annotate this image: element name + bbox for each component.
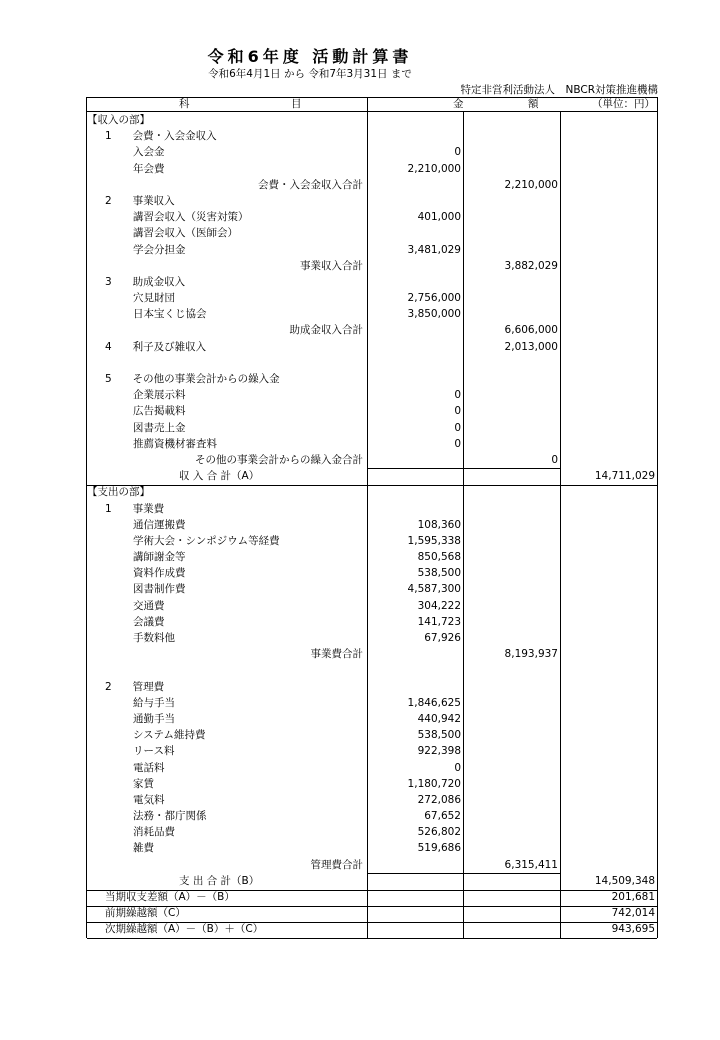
- row-label: 3 助成金収入: [105, 275, 186, 288]
- amount-c3: 943,695: [611, 923, 655, 936]
- row-label: 家賃: [133, 777, 154, 790]
- amount-c1: 3,481,029: [407, 243, 461, 256]
- table-bottom-border: [87, 938, 657, 939]
- table-header: [86, 97, 658, 112]
- table-row: [87, 646, 657, 662]
- row-label: 交通費: [133, 599, 165, 612]
- table-row: [87, 517, 657, 533]
- amount-c1: 922,398: [417, 745, 461, 758]
- table-row: [87, 177, 657, 193]
- amount-c1: 141,723: [417, 615, 461, 628]
- table-row: [87, 274, 657, 290]
- amount-c1: 850,568: [417, 551, 461, 564]
- row-label: 助成金収入合計: [289, 324, 363, 337]
- row-label: システム維持費: [133, 729, 206, 742]
- amount-c1: 0: [454, 761, 461, 774]
- amount-c1: 3,850,000: [407, 308, 461, 321]
- table-row: [87, 322, 657, 338]
- amount-c1: 1,595,338: [407, 534, 461, 547]
- table-row: [87, 452, 657, 468]
- table-row: [87, 889, 657, 905]
- organization-name: 特定非営利活動法人 NBCR対策推進機構: [460, 84, 658, 96]
- table-row: [87, 824, 657, 840]
- row-label: 給与手当: [133, 696, 175, 709]
- row-label: 通信運搬費: [133, 518, 186, 531]
- table-row: [87, 743, 657, 759]
- table-row: [87, 549, 657, 565]
- table-row: [87, 921, 657, 937]
- amount-c1: 1,846,625: [407, 696, 461, 709]
- amount-c1: 401,000: [417, 211, 461, 224]
- table-row: [87, 290, 657, 306]
- table-body: [86, 112, 658, 938]
- table-row: [87, 598, 657, 614]
- amount-c1: 304,222: [417, 599, 461, 612]
- header-subject-b: 目: [291, 98, 302, 110]
- table-row: [87, 161, 657, 177]
- row-label: 次期繰越額（A）－（B）＋（C）: [105, 923, 264, 936]
- table-row: [87, 193, 657, 209]
- table-row: [87, 306, 657, 322]
- row-label: 雑費: [133, 842, 154, 855]
- row-label: 学術大会・シンポジウム等経費: [133, 534, 280, 547]
- row-label: 学会分担金: [133, 243, 186, 256]
- table-row: [87, 760, 657, 776]
- amount-c3: 201,681: [611, 891, 655, 903]
- row-label: 管理費合計: [310, 858, 363, 871]
- row-label: 5 その他の事業会計からの繰入金: [105, 373, 280, 385]
- amount-c1: 2,756,000: [407, 292, 461, 305]
- table-row: [87, 355, 657, 371]
- table-row: [87, 662, 657, 678]
- document-title: 令和6年度 活動計算書: [207, 47, 413, 66]
- table-row: [87, 436, 657, 452]
- amount-c3: 14,711,029: [594, 470, 655, 483]
- amount-c1: 538,500: [417, 567, 461, 580]
- row-label: 事業収入合計: [300, 259, 363, 272]
- table-row: [87, 679, 657, 695]
- table-row: [87, 808, 657, 824]
- row-label: 会議費: [133, 615, 165, 628]
- table-row: [87, 258, 657, 274]
- table-row: [87, 533, 657, 549]
- amount-c1: 0: [454, 405, 461, 418]
- amount-c2: 3,882,029: [504, 259, 558, 272]
- table-row: [87, 403, 657, 419]
- header-unit: （単位：円）: [592, 98, 655, 110]
- row-label: 支 出 合 計（B）: [179, 874, 260, 887]
- row-label: 手数料他: [133, 632, 175, 644]
- amount-c2: 8,193,937: [504, 648, 558, 661]
- fiscal-period: 令和6年4月1日 から 令和7年3月31日 まで: [208, 68, 412, 80]
- row-label: 会費・入会金収入合計: [258, 178, 363, 191]
- amount-c1: 272,086: [417, 793, 461, 806]
- table-row: [87, 614, 657, 630]
- amount-c3: 14,509,348: [594, 874, 655, 887]
- row-label: 図書売上金: [133, 421, 186, 434]
- row-label: 1 事業費: [105, 502, 165, 515]
- row-label: リース料: [133, 745, 175, 758]
- table-row: [87, 905, 657, 921]
- table-row: [87, 225, 657, 241]
- table-row: [87, 581, 657, 597]
- row-label: その他の事業会計からの繰入金合計: [195, 453, 363, 466]
- amount-c1: 0: [454, 389, 461, 402]
- row-label: 年会費: [133, 162, 165, 175]
- table-row: [87, 840, 657, 856]
- amount-c1: 67,926: [424, 632, 461, 644]
- amount-c1: 519,686: [417, 842, 461, 855]
- table-row: [87, 242, 657, 258]
- row-label: 日本宝くじ協会: [133, 308, 207, 321]
- header-subject-a: 科: [179, 98, 190, 110]
- amount-c1: 2,210,000: [407, 162, 461, 175]
- amount-c1: 1,180,720: [407, 777, 461, 790]
- row-label: 【支出の部】: [87, 486, 150, 499]
- amount-c1: 526,802: [417, 826, 461, 839]
- table-row: [87, 371, 657, 387]
- amount-c2: 2,210,000: [504, 178, 558, 191]
- table-row: [87, 339, 657, 355]
- row-label: 法務・都庁関係: [133, 810, 207, 823]
- row-label: 電気料: [133, 793, 165, 806]
- table-row: [87, 695, 657, 711]
- table-row: [87, 501, 657, 517]
- amount-c2: 6,606,000: [504, 324, 558, 337]
- table-row: [87, 630, 657, 646]
- row-label: 前期繰越額（C）: [105, 907, 186, 920]
- amount-c1: 0: [454, 146, 461, 159]
- table-row: [87, 112, 657, 128]
- row-label: 電話料: [133, 761, 165, 774]
- row-label: 資料作成費: [133, 567, 186, 580]
- header-amount-b: 額: [528, 98, 539, 110]
- table-row: [87, 776, 657, 792]
- table-row: [87, 857, 657, 873]
- table-row: [87, 420, 657, 436]
- row-label: 1 会費・入会金収入: [105, 130, 217, 143]
- row-label: 企業展示料: [133, 389, 186, 402]
- row-label: 図書制作費: [133, 583, 186, 596]
- table-row: [87, 565, 657, 581]
- amount-c2: 2,013,000: [504, 340, 558, 353]
- row-label: 2 管理費: [105, 680, 165, 693]
- row-label: 2 事業収入: [105, 194, 175, 207]
- amount-c2: 6,315,411: [504, 858, 558, 871]
- table-row: [87, 144, 657, 160]
- row-label: 推薦資機材審査料: [133, 437, 217, 450]
- amount-c1: 538,500: [417, 729, 461, 742]
- table-row: [87, 484, 657, 500]
- row-label: 4 利子及び雑収入: [105, 340, 207, 353]
- row-label: 穴見財団: [133, 292, 175, 305]
- row-label: 収 入 合 計（A）: [179, 470, 260, 483]
- amount-c1: 108,360: [417, 518, 461, 531]
- table-row: [87, 711, 657, 727]
- row-label: 講習会収入（災害対策）: [133, 211, 249, 224]
- amount-c1: 67,652: [424, 810, 461, 823]
- row-label: 消耗品費: [133, 826, 175, 839]
- table-row: [87, 727, 657, 743]
- amount-c2: 0: [551, 453, 558, 466]
- amount-c1: 0: [454, 437, 461, 450]
- row-label: 講師謝金等: [133, 551, 186, 564]
- amount-c1: 4,587,300: [407, 583, 461, 596]
- table-row: [87, 792, 657, 808]
- amount-c3: 742,014: [611, 907, 655, 920]
- row-label: 講習会収入（医師会）: [133, 227, 238, 240]
- table-row: [87, 387, 657, 403]
- activity-statement-table: [86, 97, 658, 938]
- amount-c1: 440,942: [417, 712, 461, 725]
- row-label: 入会金: [133, 146, 165, 159]
- row-label: 通勤手当: [133, 712, 175, 725]
- amount-c1: 0: [454, 421, 461, 434]
- row-label: 広告掲載料: [133, 405, 186, 418]
- row-label: 当期収支差額（A）－（B）: [105, 891, 235, 903]
- header-amount-a: 金: [453, 98, 464, 110]
- table-row: [87, 209, 657, 225]
- table-row: [87, 468, 657, 484]
- row-label: 【収入の部】: [87, 114, 150, 126]
- table-row: [87, 128, 657, 144]
- row-label: 事業費合計: [310, 648, 363, 661]
- table-row: [87, 873, 657, 889]
